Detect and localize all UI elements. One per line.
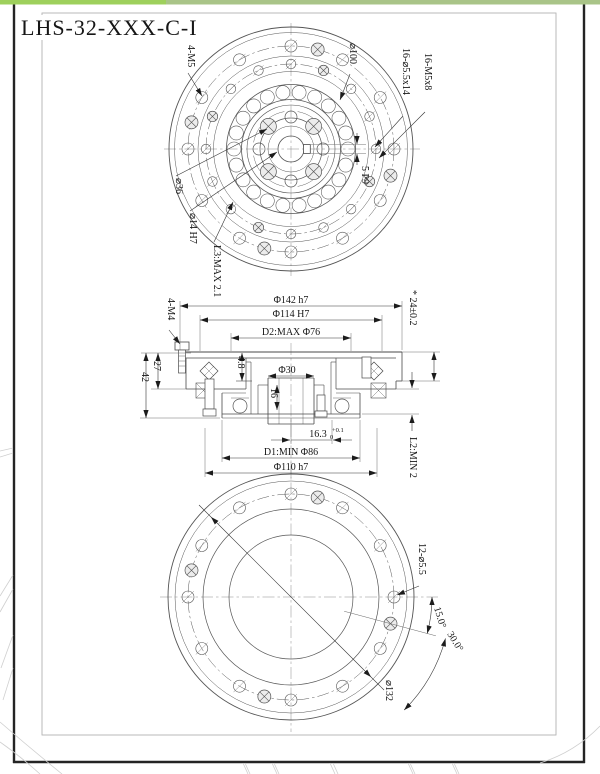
label-d110: Φ110 h7: [273, 462, 309, 473]
bearing-ball: [308, 194, 322, 208]
accent-bar-right: [166, 0, 600, 5]
arc-slot: [269, 180, 284, 186]
label-angle-30: 30.0°: [444, 629, 466, 654]
bearing-ball: [308, 90, 322, 104]
wm: [0, 453, 13, 457]
label-l3-max: L3:MAX 2.1: [211, 245, 222, 298]
label-tol-lower: 0: [330, 434, 334, 441]
label-dim-42: 42: [139, 372, 150, 382]
leader-line: [397, 586, 419, 595]
screw-head: [315, 411, 327, 417]
dim-ext: [199, 505, 211, 517]
leader-line: [176, 129, 267, 176]
bearing-ball: [260, 90, 274, 104]
label-d1-min: D1:MIN Φ86: [263, 447, 319, 458]
leader-line: [340, 74, 350, 100]
dimension-lines: [140, 73, 446, 710]
bottom-view-rear-face: [160, 462, 438, 732]
wm: [1, 635, 13, 668]
label-16-m5x8: 16-M5x8: [422, 53, 433, 91]
bearing-ball: [247, 185, 261, 199]
wm: [333, 763, 338, 774]
label-d132: ⌀132: [383, 680, 394, 702]
leader-line: [375, 116, 403, 147]
wm: [3, 668, 13, 700]
screw: [362, 357, 371, 378]
drawing-title: LHS-32-XXX-C-I: [21, 15, 198, 40]
bearing-ball: [339, 158, 353, 172]
label-dim-24: * 24±0.2: [407, 290, 418, 326]
label-angle-15: 15.0°: [431, 605, 448, 630]
m4-bolt-head: [175, 342, 189, 350]
label-4-m5: 4-M5: [185, 45, 196, 68]
label-tol-upper: +0.1: [332, 427, 344, 434]
arc-slot: [298, 112, 313, 118]
label-dim-16: 16: [268, 388, 279, 398]
bearing-ball: [339, 126, 353, 140]
leader-line: [169, 330, 180, 344]
wm-arc: [540, 726, 600, 763]
leader-line: [214, 202, 233, 242]
label-4-m4: 4-M4: [165, 298, 176, 321]
angle-arc-30: [404, 638, 445, 710]
screw-head: [203, 409, 216, 416]
screw: [205, 379, 214, 409]
inner-frame: [42, 13, 556, 735]
bearing-ball: [260, 194, 274, 208]
arc-slot: [269, 112, 284, 118]
arc-slot: [322, 127, 328, 142]
arc-slot: [298, 180, 313, 186]
label-16-holes-55: 16-⌀5.5x14: [400, 48, 411, 95]
label-d100: ⌀100: [347, 43, 358, 65]
label-d36: ⌀36: [173, 178, 184, 195]
bearing-ball: [292, 86, 306, 100]
bearing-ball: [332, 173, 346, 187]
background-sketch-lines: [0, 448, 600, 774]
label-dim-27: 27: [151, 361, 162, 371]
bearing-ball: [321, 185, 335, 199]
m4-bolt-shank: [179, 350, 186, 373]
leader-line: [190, 152, 277, 211]
bearing-ball: [332, 111, 346, 125]
screw: [317, 395, 325, 411]
keyway-slot: [304, 145, 311, 154]
bearing-ball: [247, 99, 261, 113]
label-d30: Φ30: [278, 365, 296, 376]
wm-arc: [0, 742, 40, 774]
bearing-ball: [292, 198, 306, 212]
label-dim-16-3: 16.3: [309, 429, 327, 440]
bearing-ball: [229, 158, 243, 172]
bearing-ball: [229, 126, 243, 140]
label-12-holes: 12-⌀5.5: [416, 543, 427, 575]
bearing-ball: [276, 86, 290, 100]
wm: [0, 448, 13, 451]
section-view: [175, 342, 402, 480]
arc-slot: [254, 127, 260, 142]
wg-ball: [335, 399, 349, 413]
angle-arc-15: [427, 597, 432, 634]
label-d114: Φ114 H7: [272, 309, 310, 320]
wm: [330, 763, 335, 774]
dim-ext: [371, 677, 384, 690]
arc-slot: [322, 156, 328, 171]
bearing-ball: [236, 111, 250, 125]
label-d142: Φ142 h7: [273, 295, 309, 306]
label-dim-4-8: 4.8: [235, 356, 246, 369]
label-d14-h7: ⌀14 H7: [187, 213, 198, 244]
wg-ball: [233, 399, 247, 413]
bearing-ball: [321, 99, 335, 113]
accent-bar-left: [0, 0, 166, 5]
top-view-front-face: [164, 23, 420, 276]
radial-line-15: [344, 611, 436, 636]
label-l2-min: L2:MIN 2: [407, 437, 418, 478]
bearing-ball: [276, 198, 290, 212]
section-view-labels: [139, 290, 418, 478]
label-keyway-5p9: 5 P9: [359, 166, 370, 185]
label-d2-max: D2:MAX Φ76: [261, 327, 321, 338]
arc-slot: [254, 156, 260, 171]
